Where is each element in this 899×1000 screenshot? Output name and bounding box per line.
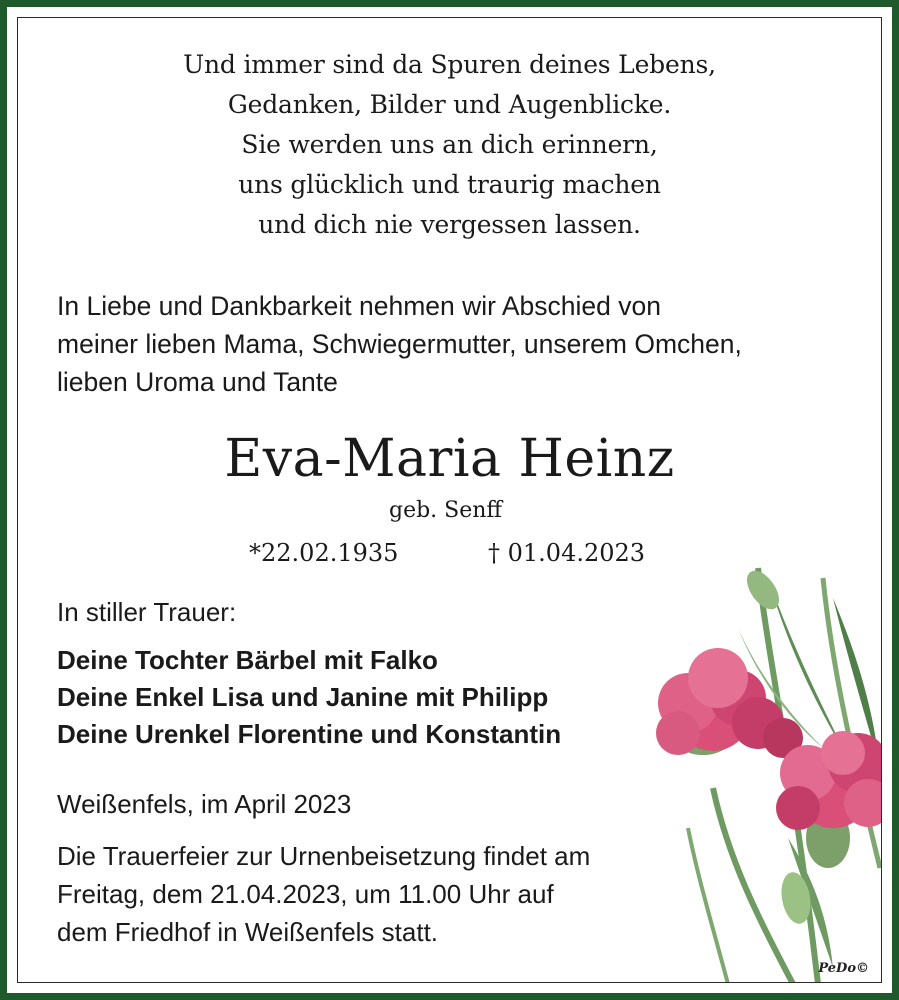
mourning-heading: In stiller Trauer: — [57, 597, 237, 627]
service-line: Freitag, dem 21.04.2023, um 11.00 Uhr auf — [57, 879, 554, 909]
service-line: dem Friedhof in Weißenfels statt. — [57, 917, 439, 947]
death-date: † 01.04.2023 — [488, 539, 646, 567]
family-line: Deine Tochter Bärbel mit Falko — [57, 645, 438, 675]
family-list — [57, 642, 561, 753]
poem-line: uns glücklich und traurig machen — [238, 170, 661, 199]
funeral-service-info — [57, 837, 590, 951]
intro-line: meiner lieben Mama, Schwiegermutter, unserem Omchen, — [57, 329, 742, 359]
poem — [18, 45, 881, 245]
poem-line: und dich nie vergessen lassen. — [258, 210, 641, 239]
copyright-watermark: PeDo© — [818, 961, 869, 976]
family-line: Deine Urenkel Florentine und Konstantin — [57, 719, 562, 749]
poem-line: Und immer sind da Spuren deines Lebens, — [183, 50, 716, 79]
service-line: Die Trauerfeier zur Urnenbeisetzung findet am — [57, 841, 591, 871]
birth-date: *22.02.1935 — [249, 539, 399, 567]
intro-line: lieben Uroma und Tante — [57, 367, 338, 397]
carnation-flowers-image — [618, 538, 882, 983]
poem-line: Sie werden uns an dich erinnern, — [241, 130, 658, 159]
birth-name: geb. Senff — [389, 498, 503, 523]
family-line: Deine Enkel Lisa und Janine mit Philipp — [57, 682, 549, 712]
poem-line: Gedanken, Bilder und Augenblicke. — [227, 90, 672, 119]
intro-text — [57, 287, 742, 401]
intro-line: In Liebe und Dankbarkeit nehmen wir Abschied von — [57, 291, 661, 321]
deceased-name: Eva-Maria Heinz — [224, 429, 675, 489]
place-date: Weißenfels, im April 2023 — [57, 789, 352, 819]
notice-frame — [17, 17, 882, 983]
